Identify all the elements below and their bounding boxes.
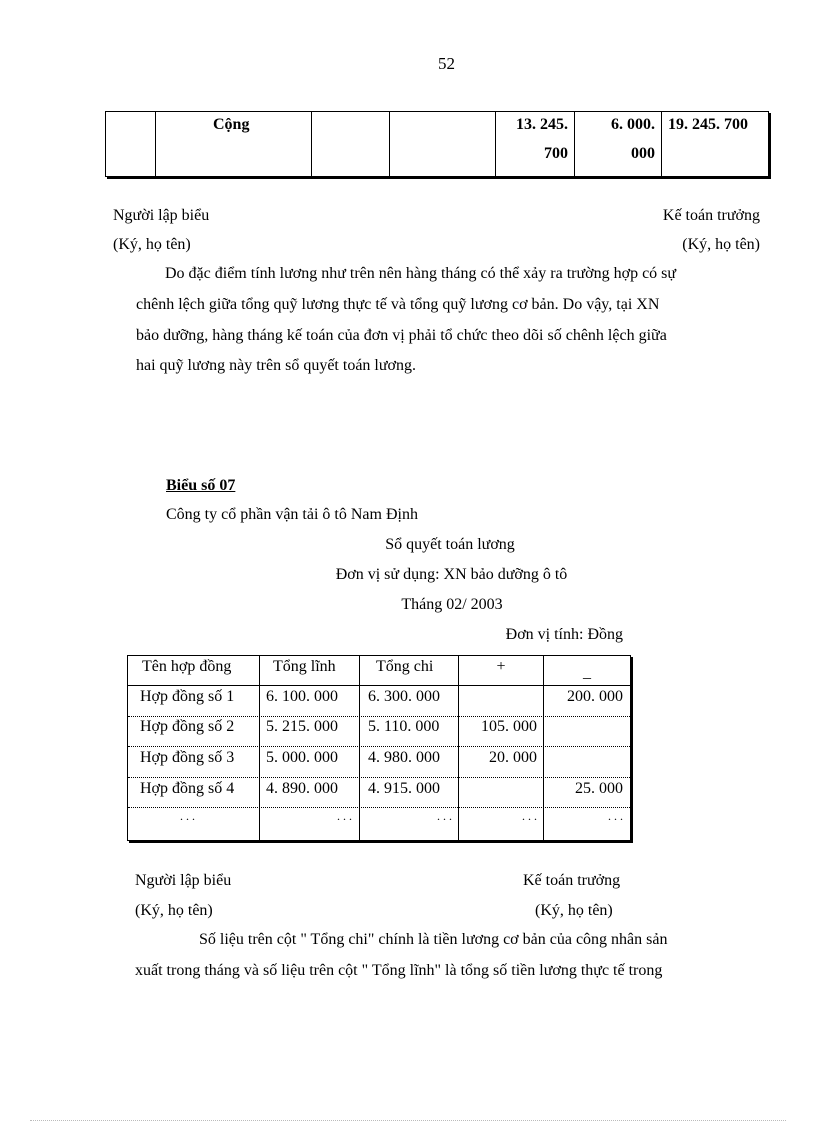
table-divider (155, 112, 156, 176)
unit-used: Đơn vị sử dụng: XN bảo dưỡng ô tô (335, 566, 568, 583)
preparer-title-2: Người lập biểu (135, 872, 232, 889)
total-value-2-line-1: 6. 000. (611, 116, 655, 133)
form-title: Sổ quyết toán lương (385, 536, 515, 553)
cell-received: 5. 000. 000 (266, 749, 338, 766)
cell-contract: Hợp đồng số 2 (140, 718, 235, 735)
cell-paid: . . . (437, 809, 452, 823)
cell-contract: Hợp đồng số 3 (140, 749, 235, 766)
total-label: Cộng (213, 116, 250, 133)
report-month: Tháng 02/ 2003 (401, 596, 503, 613)
cell-contract: Hợp đồng số 1 (140, 688, 235, 705)
cell-minus: 25. 000 (575, 780, 623, 797)
currency-unit: Đơn vị tính: Đồng (505, 626, 623, 643)
header-minus: _ (583, 664, 591, 681)
total-value-2-line-2: 000 (631, 145, 655, 162)
chief-accountant-title-2: Kế toán trưởng (523, 872, 621, 889)
cell-minus: 200. 000 (567, 688, 623, 705)
cell-received: 5. 215. 000 (266, 718, 338, 735)
cell-contract: . . . (180, 809, 195, 823)
cell-received: 4. 890. 000 (266, 780, 338, 797)
table-divider (128, 746, 630, 747)
paragraph-line: bảo dưỡng, hàng tháng kế toán của đơn vị phải tổ chức theo dõi số chênh lệch giữa (136, 327, 667, 344)
cell-plus: 20. 000 (489, 749, 537, 766)
page-bottom-border (30, 1120, 786, 1121)
header-total-received: Tổng lĩnh (273, 658, 336, 675)
cell-plus: 105. 000 (481, 718, 537, 735)
cell-contract: Hợp đồng số 4 (140, 780, 235, 797)
preparer-sign-2: (Ký, họ tên) (135, 902, 213, 919)
table-divider (311, 112, 312, 176)
header-contract: Tên hợp đồng (142, 658, 232, 675)
cell-paid: 5. 110. 000 (368, 718, 440, 735)
table-divider (128, 716, 630, 717)
chief-accountant-sign-2: (Ký, họ tên) (535, 902, 613, 919)
table-divider (128, 807, 630, 808)
form-heading: Biểu số 07 (166, 477, 236, 494)
chief-accountant-title: Kế toán trưởng (662, 207, 760, 224)
preparer-title: Người lập biểu (113, 207, 210, 224)
total-value-1-line-1: 13. 245. (516, 116, 568, 133)
header-total-paid: Tổng chi (376, 658, 434, 675)
summary-table (105, 111, 769, 177)
paragraph-line: Số liệu trên cột " Tổng chi" chính là tiền lương cơ bản của công nhân sản (199, 931, 668, 948)
table-divider (128, 685, 630, 686)
cell-paid: 4. 915. 000 (368, 780, 440, 797)
table-divider (495, 112, 496, 176)
paragraph-line: chênh lệch giữa tổng quỹ lương thực tế và tổng quỹ lương cơ bản. Do vậy, tại XN (136, 296, 660, 313)
table-divider (574, 112, 575, 176)
grand-total: 19. 245. 700 (668, 116, 748, 133)
settlement-table (127, 655, 631, 841)
cell-paid: 6. 300. 000 (368, 688, 440, 705)
table-divider (128, 777, 630, 778)
header-plus: + (496, 658, 506, 675)
total-value-1-line-2: 700 (544, 145, 568, 162)
cell-paid: 4. 980. 000 (368, 749, 440, 766)
cell-minus: . . . (608, 809, 623, 823)
page-number: 52 (438, 54, 455, 73)
paragraph-line: xuất trong tháng và số liệu trên cột " Tổng lĩnh" là tổng số tiền lương thực tế trong (135, 962, 663, 979)
table-divider (661, 112, 662, 176)
chief-accountant-sign: (Ký, họ tên) (682, 236, 760, 253)
paragraph-line: Do đặc điểm tính lương như trên nên hàng tháng có thể xảy ra trường hợp có sự (165, 265, 677, 282)
cell-plus: . . . (522, 809, 537, 823)
table-divider (389, 112, 390, 176)
cell-received: . . . (337, 809, 352, 823)
company-name: Công ty cổ phần vận tải ô tô Nam Định (166, 506, 418, 523)
preparer-sign: (Ký, họ tên) (113, 236, 191, 253)
paragraph-line: hai quỹ lương này trên sổ quyết toán lương. (136, 357, 416, 374)
cell-received: 6. 100. 000 (266, 688, 338, 705)
